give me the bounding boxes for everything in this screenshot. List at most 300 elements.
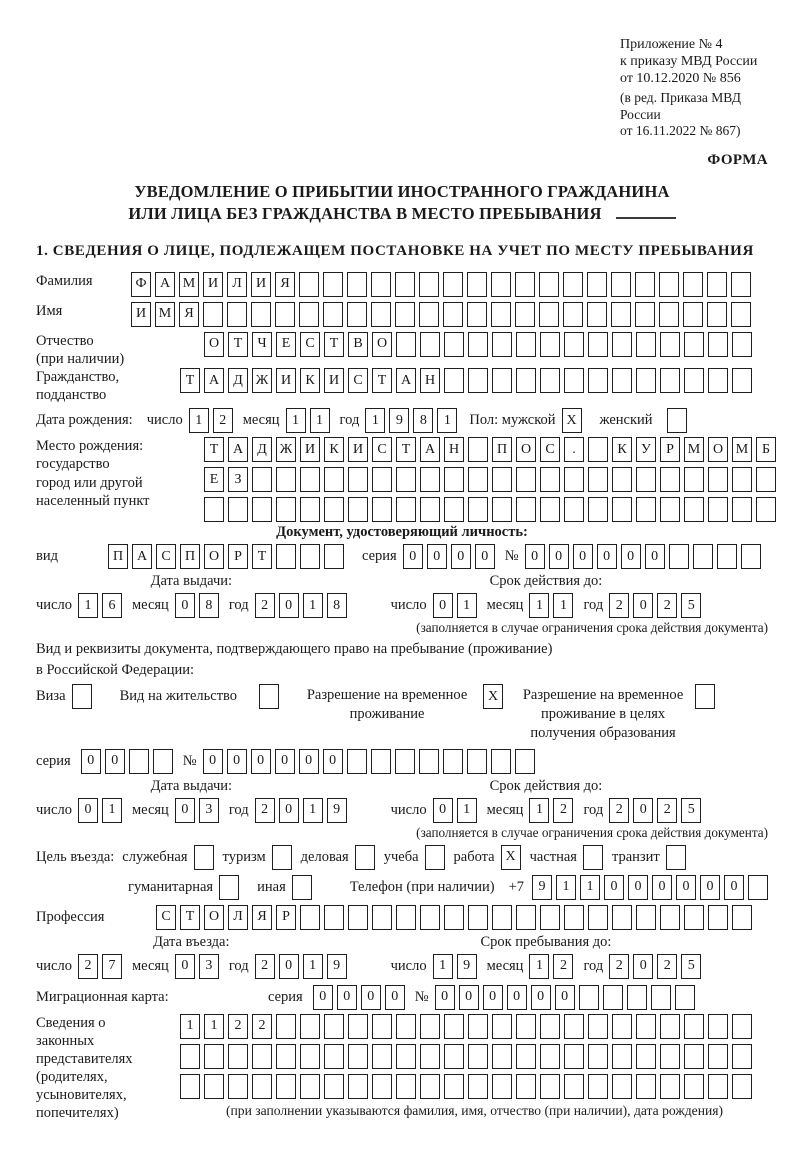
- char-cell[interactable]: [732, 332, 752, 357]
- char-cell[interactable]: [588, 332, 608, 357]
- char-cell[interactable]: .: [564, 437, 584, 462]
- char-cell[interactable]: [324, 544, 344, 569]
- char-cell[interactable]: [588, 437, 608, 462]
- id-issue-day-cells[interactable]: [78, 593, 122, 618]
- char-cell[interactable]: 0: [621, 544, 641, 569]
- char-cell[interactable]: 1: [189, 408, 209, 433]
- char-cell[interactable]: [683, 302, 703, 327]
- char-cell[interactable]: [516, 368, 536, 393]
- birth-day-cells[interactable]: [189, 408, 233, 433]
- char-cell[interactable]: [563, 302, 583, 327]
- char-cell[interactable]: [395, 749, 415, 774]
- char-cell[interactable]: [396, 1074, 416, 1099]
- char-cell[interactable]: [492, 1014, 512, 1039]
- char-cell[interactable]: [372, 497, 392, 522]
- char-cell[interactable]: К: [324, 437, 344, 462]
- char-cell[interactable]: [372, 905, 392, 930]
- char-cell[interactable]: 9: [327, 798, 347, 823]
- char-cell[interactable]: 2: [78, 954, 98, 979]
- char-cell[interactable]: [516, 467, 536, 492]
- char-cell[interactable]: [669, 544, 689, 569]
- char-cell[interactable]: 1: [556, 875, 576, 900]
- representatives-cells-row1[interactable]: [180, 1014, 752, 1039]
- char-cell[interactable]: 0: [507, 985, 527, 1010]
- char-cell[interactable]: Н: [444, 437, 464, 462]
- char-cell[interactable]: О: [372, 332, 392, 357]
- char-cell[interactable]: М: [684, 437, 704, 462]
- char-cell[interactable]: [300, 544, 320, 569]
- char-cell[interactable]: 0: [597, 544, 617, 569]
- profession-cells[interactable]: [156, 905, 752, 930]
- char-cell[interactable]: 0: [279, 954, 299, 979]
- char-cell[interactable]: [540, 905, 560, 930]
- char-cell[interactable]: 0: [361, 985, 381, 1010]
- char-cell[interactable]: [203, 302, 223, 327]
- char-cell[interactable]: [300, 905, 320, 930]
- char-cell[interactable]: 0: [279, 593, 299, 618]
- char-cell[interactable]: [252, 467, 272, 492]
- char-cell[interactable]: [492, 332, 512, 357]
- char-cell[interactable]: [348, 1044, 368, 1069]
- char-cell[interactable]: [492, 1044, 512, 1069]
- char-cell[interactable]: 2: [255, 798, 275, 823]
- char-cell[interactable]: 8: [327, 593, 347, 618]
- representatives-cells-row2[interactable]: [180, 1044, 752, 1069]
- char-cell[interactable]: 0: [251, 749, 271, 774]
- char-cell[interactable]: [348, 1014, 368, 1039]
- char-cell[interactable]: [516, 1074, 536, 1099]
- char-cell[interactable]: [756, 467, 776, 492]
- char-cell[interactable]: [468, 1044, 488, 1069]
- char-cell[interactable]: Р: [276, 905, 296, 930]
- res-issue-year-cells[interactable]: [255, 798, 347, 823]
- char-cell[interactable]: В: [348, 332, 368, 357]
- char-cell[interactable]: [491, 749, 511, 774]
- char-cell[interactable]: [252, 1074, 272, 1099]
- char-cell[interactable]: 0: [403, 544, 423, 569]
- char-cell[interactable]: [660, 1074, 680, 1099]
- char-cell[interactable]: [516, 905, 536, 930]
- option-residence-permit-checkbox[interactable]: [259, 684, 279, 709]
- char-cell[interactable]: [491, 272, 511, 297]
- char-cell[interactable]: [468, 497, 488, 522]
- char-cell[interactable]: [708, 1044, 728, 1069]
- representatives-cells-row3[interactable]: [180, 1074, 752, 1099]
- char-cell[interactable]: Л: [227, 272, 247, 297]
- id-issue-year-cells[interactable]: [255, 593, 347, 618]
- char-cell[interactable]: [396, 905, 416, 930]
- char-cell[interactable]: З: [228, 467, 248, 492]
- char-cell[interactable]: 1: [303, 798, 323, 823]
- char-cell[interactable]: 2: [213, 408, 233, 433]
- char-cell[interactable]: 1: [529, 798, 549, 823]
- char-cell[interactable]: [348, 497, 368, 522]
- char-cell[interactable]: [420, 1044, 440, 1069]
- char-cell[interactable]: 0: [652, 875, 672, 900]
- char-cell[interactable]: [636, 1014, 656, 1039]
- char-cell[interactable]: 0: [279, 798, 299, 823]
- char-cell[interactable]: [564, 497, 584, 522]
- char-cell[interactable]: [324, 1014, 344, 1039]
- char-cell[interactable]: [516, 1044, 536, 1069]
- char-cell[interactable]: [564, 1014, 584, 1039]
- char-cell[interactable]: [251, 302, 271, 327]
- char-cell[interactable]: [492, 368, 512, 393]
- char-cell[interactable]: О: [516, 437, 536, 462]
- char-cell[interactable]: 1: [303, 593, 323, 618]
- char-cell[interactable]: Е: [276, 332, 296, 357]
- char-cell[interactable]: [660, 467, 680, 492]
- char-cell[interactable]: [425, 845, 445, 870]
- char-cell[interactable]: 0: [676, 875, 696, 900]
- char-cell[interactable]: [612, 1074, 632, 1099]
- char-cell[interactable]: [396, 497, 416, 522]
- char-cell[interactable]: [515, 302, 535, 327]
- char-cell[interactable]: А: [155, 272, 175, 297]
- char-cell[interactable]: У: [636, 437, 656, 462]
- char-cell[interactable]: [467, 302, 487, 327]
- char-cell[interactable]: [419, 302, 439, 327]
- char-cell[interactable]: 7: [102, 954, 122, 979]
- birth-month-cells[interactable]: [286, 408, 330, 433]
- id-valid-month-cells[interactable]: [529, 593, 573, 618]
- char-cell[interactable]: [492, 905, 512, 930]
- char-cell[interactable]: [420, 497, 440, 522]
- char-cell[interactable]: [588, 368, 608, 393]
- char-cell[interactable]: [635, 302, 655, 327]
- char-cell[interactable]: 2: [609, 798, 629, 823]
- char-cell[interactable]: [228, 1074, 248, 1099]
- char-cell[interactable]: 1: [457, 798, 477, 823]
- char-cell[interactable]: [708, 905, 728, 930]
- char-cell[interactable]: [587, 272, 607, 297]
- purpose-private-checkbox[interactable]: [583, 845, 603, 870]
- char-cell[interactable]: [323, 272, 343, 297]
- char-cell[interactable]: 0: [175, 798, 195, 823]
- char-cell[interactable]: [707, 302, 727, 327]
- char-cell[interactable]: 0: [78, 798, 98, 823]
- char-cell[interactable]: X: [501, 845, 521, 870]
- char-cell[interactable]: П: [180, 544, 200, 569]
- char-cell[interactable]: О: [708, 437, 728, 462]
- char-cell[interactable]: [300, 497, 320, 522]
- char-cell[interactable]: С: [156, 544, 176, 569]
- char-cell[interactable]: [72, 684, 92, 709]
- char-cell[interactable]: [444, 905, 464, 930]
- char-cell[interactable]: [675, 985, 695, 1010]
- char-cell[interactable]: [588, 905, 608, 930]
- char-cell[interactable]: [515, 272, 535, 297]
- char-cell[interactable]: [588, 467, 608, 492]
- id-doc-number-cells[interactable]: [525, 544, 761, 569]
- char-cell[interactable]: 2: [657, 798, 677, 823]
- char-cell[interactable]: [732, 905, 752, 930]
- char-cell[interactable]: Ч: [252, 332, 272, 357]
- char-cell[interactable]: [467, 749, 487, 774]
- char-cell[interactable]: 0: [175, 593, 195, 618]
- char-cell[interactable]: А: [228, 437, 248, 462]
- id-valid-year-cells[interactable]: [609, 593, 701, 618]
- char-cell[interactable]: [756, 497, 776, 522]
- char-cell[interactable]: 5: [681, 593, 701, 618]
- char-cell[interactable]: С: [348, 368, 368, 393]
- char-cell[interactable]: [564, 332, 584, 357]
- char-cell[interactable]: [444, 1014, 464, 1039]
- char-cell[interactable]: И: [276, 368, 296, 393]
- char-cell[interactable]: [708, 368, 728, 393]
- char-cell[interactable]: Н: [420, 368, 440, 393]
- char-cell[interactable]: [683, 272, 703, 297]
- char-cell[interactable]: [659, 302, 679, 327]
- char-cell[interactable]: А: [420, 437, 440, 462]
- firstname-cells[interactable]: [131, 302, 751, 327]
- char-cell[interactable]: 0: [433, 593, 453, 618]
- char-cell[interactable]: [732, 1074, 752, 1099]
- char-cell[interactable]: [540, 1074, 560, 1099]
- char-cell[interactable]: [732, 1044, 752, 1069]
- id-issue-month-cells[interactable]: [175, 593, 219, 618]
- char-cell[interactable]: [588, 1014, 608, 1039]
- entry-day-cells[interactable]: [78, 954, 122, 979]
- char-cell[interactable]: [540, 368, 560, 393]
- char-cell[interactable]: Ф: [131, 272, 151, 297]
- char-cell[interactable]: А: [396, 368, 416, 393]
- char-cell[interactable]: [372, 1074, 392, 1099]
- char-cell[interactable]: 1: [437, 408, 457, 433]
- id-doc-type-cells[interactable]: [108, 544, 344, 569]
- char-cell[interactable]: С: [156, 905, 176, 930]
- char-cell[interactable]: Я: [252, 905, 272, 930]
- char-cell[interactable]: [695, 684, 715, 709]
- char-cell[interactable]: С: [372, 437, 392, 462]
- char-cell[interactable]: [468, 437, 488, 462]
- char-cell[interactable]: Т: [324, 332, 344, 357]
- char-cell[interactable]: 3: [199, 954, 219, 979]
- char-cell[interactable]: 5: [681, 798, 701, 823]
- char-cell[interactable]: П: [108, 544, 128, 569]
- char-cell[interactable]: [444, 1044, 464, 1069]
- char-cell[interactable]: [748, 875, 768, 900]
- stay-month-cells[interactable]: [529, 954, 573, 979]
- char-cell[interactable]: Т: [396, 437, 416, 462]
- stay-year-cells[interactable]: [609, 954, 701, 979]
- char-cell[interactable]: 0: [531, 985, 551, 1010]
- birthplace-cells-row2[interactable]: [204, 467, 776, 492]
- char-cell[interactable]: [611, 272, 631, 297]
- char-cell[interactable]: 0: [555, 985, 575, 1010]
- char-cell[interactable]: [636, 1074, 656, 1099]
- char-cell[interactable]: [194, 845, 214, 870]
- char-cell[interactable]: [180, 1074, 200, 1099]
- char-cell[interactable]: 1: [580, 875, 600, 900]
- char-cell[interactable]: [204, 1044, 224, 1069]
- char-cell[interactable]: 0: [475, 544, 495, 569]
- char-cell[interactable]: [684, 368, 704, 393]
- char-cell[interactable]: [491, 302, 511, 327]
- purpose-transit-checkbox[interactable]: [666, 845, 686, 870]
- char-cell[interactable]: [252, 1044, 272, 1069]
- char-cell[interactable]: 0: [724, 875, 744, 900]
- char-cell[interactable]: [323, 302, 343, 327]
- char-cell[interactable]: [540, 332, 560, 357]
- char-cell[interactable]: 9: [457, 954, 477, 979]
- char-cell[interactable]: Л: [228, 905, 248, 930]
- char-cell[interactable]: [684, 905, 704, 930]
- char-cell[interactable]: [324, 1044, 344, 1069]
- char-cell[interactable]: А: [132, 544, 152, 569]
- char-cell[interactable]: [588, 1074, 608, 1099]
- char-cell[interactable]: 9: [327, 954, 347, 979]
- char-cell[interactable]: Б: [756, 437, 776, 462]
- entry-month-cells[interactable]: [175, 954, 219, 979]
- char-cell[interactable]: [276, 1074, 296, 1099]
- char-cell[interactable]: И: [324, 368, 344, 393]
- char-cell[interactable]: [636, 905, 656, 930]
- char-cell[interactable]: [636, 497, 656, 522]
- char-cell[interactable]: [732, 467, 752, 492]
- char-cell[interactable]: [372, 1044, 392, 1069]
- char-cell[interactable]: [371, 302, 391, 327]
- char-cell[interactable]: 0: [573, 544, 593, 569]
- char-cell[interactable]: [579, 985, 599, 1010]
- char-cell[interactable]: [732, 368, 752, 393]
- purpose-official-checkbox[interactable]: [194, 845, 214, 870]
- char-cell[interactable]: 0: [633, 798, 653, 823]
- char-cell[interactable]: [516, 332, 536, 357]
- char-cell[interactable]: [588, 1044, 608, 1069]
- char-cell[interactable]: [276, 467, 296, 492]
- char-cell[interactable]: 1: [553, 593, 573, 618]
- char-cell[interactable]: [539, 302, 559, 327]
- char-cell[interactable]: 2: [609, 593, 629, 618]
- char-cell[interactable]: [684, 332, 704, 357]
- char-cell[interactable]: 1: [529, 593, 549, 618]
- char-cell[interactable]: [219, 875, 239, 900]
- char-cell[interactable]: [635, 272, 655, 297]
- char-cell[interactable]: [603, 985, 623, 1010]
- char-cell[interactable]: 0: [203, 749, 223, 774]
- char-cell[interactable]: 0: [175, 954, 195, 979]
- char-cell[interactable]: [684, 1044, 704, 1069]
- char-cell[interactable]: [540, 1044, 560, 1069]
- char-cell[interactable]: [324, 1074, 344, 1099]
- char-cell[interactable]: Е: [204, 467, 224, 492]
- char-cell[interactable]: [660, 368, 680, 393]
- residence-number-cells[interactable]: [203, 749, 535, 774]
- phone-cells[interactable]: [532, 875, 768, 900]
- char-cell[interactable]: [129, 749, 149, 774]
- char-cell[interactable]: [371, 749, 391, 774]
- char-cell[interactable]: [467, 272, 487, 297]
- purpose-study-checkbox[interactable]: [425, 845, 445, 870]
- char-cell[interactable]: [204, 497, 224, 522]
- char-cell[interactable]: [372, 467, 392, 492]
- char-cell[interactable]: С: [540, 437, 560, 462]
- char-cell[interactable]: 9: [532, 875, 552, 900]
- char-cell[interactable]: 2: [657, 954, 677, 979]
- char-cell[interactable]: [299, 302, 319, 327]
- char-cell[interactable]: 2: [657, 593, 677, 618]
- char-cell[interactable]: [732, 497, 752, 522]
- char-cell[interactable]: [468, 1014, 488, 1039]
- char-cell[interactable]: [492, 467, 512, 492]
- res-valid-day-cells[interactable]: [433, 798, 477, 823]
- res-issue-day-cells[interactable]: [78, 798, 122, 823]
- char-cell[interactable]: Т: [204, 437, 224, 462]
- sex-male-checkbox[interactable]: [562, 408, 582, 433]
- char-cell[interactable]: [587, 302, 607, 327]
- char-cell[interactable]: К: [300, 368, 320, 393]
- residence-series-cells[interactable]: [81, 749, 173, 774]
- char-cell[interactable]: [612, 1044, 632, 1069]
- char-cell[interactable]: И: [300, 437, 320, 462]
- char-cell[interactable]: [636, 332, 656, 357]
- char-cell[interactable]: [324, 467, 344, 492]
- char-cell[interactable]: 2: [252, 1014, 272, 1039]
- char-cell[interactable]: [444, 1074, 464, 1099]
- char-cell[interactable]: [612, 332, 632, 357]
- char-cell[interactable]: 3: [199, 798, 219, 823]
- char-cell[interactable]: 0: [435, 985, 455, 1010]
- id-doc-series-cells[interactable]: [403, 544, 495, 569]
- char-cell[interactable]: О: [204, 905, 224, 930]
- char-cell[interactable]: [347, 749, 367, 774]
- char-cell[interactable]: [300, 1044, 320, 1069]
- char-cell[interactable]: [347, 272, 367, 297]
- char-cell[interactable]: М: [732, 437, 752, 462]
- surname-cells[interactable]: [131, 272, 751, 297]
- char-cell[interactable]: [276, 1014, 296, 1039]
- char-cell[interactable]: [708, 497, 728, 522]
- char-cell[interactable]: [717, 544, 737, 569]
- char-cell[interactable]: [492, 1074, 512, 1099]
- char-cell[interactable]: [300, 1074, 320, 1099]
- char-cell[interactable]: [395, 272, 415, 297]
- char-cell[interactable]: [540, 467, 560, 492]
- char-cell[interactable]: [731, 272, 751, 297]
- char-cell[interactable]: 1: [529, 954, 549, 979]
- char-cell[interactable]: Т: [180, 905, 200, 930]
- char-cell[interactable]: [468, 1074, 488, 1099]
- char-cell[interactable]: [588, 497, 608, 522]
- sex-female-checkbox[interactable]: [667, 408, 687, 433]
- char-cell[interactable]: [732, 1014, 752, 1039]
- char-cell[interactable]: [515, 749, 535, 774]
- char-cell[interactable]: [708, 1074, 728, 1099]
- char-cell[interactable]: [660, 905, 680, 930]
- char-cell[interactable]: [443, 272, 463, 297]
- char-cell[interactable]: 0: [700, 875, 720, 900]
- char-cell[interactable]: Я: [179, 302, 199, 327]
- char-cell[interactable]: [276, 544, 296, 569]
- char-cell[interactable]: [660, 497, 680, 522]
- char-cell[interactable]: [227, 302, 247, 327]
- char-cell[interactable]: [612, 1014, 632, 1039]
- char-cell[interactable]: 0: [451, 544, 471, 569]
- char-cell[interactable]: 0: [275, 749, 295, 774]
- char-cell[interactable]: 9: [389, 408, 409, 433]
- char-cell[interactable]: 1: [204, 1014, 224, 1039]
- char-cell[interactable]: [228, 1044, 248, 1069]
- res-issue-month-cells[interactable]: [175, 798, 219, 823]
- purpose-business-checkbox[interactable]: [355, 845, 375, 870]
- char-cell[interactable]: М: [155, 302, 175, 327]
- char-cell[interactable]: [444, 332, 464, 357]
- char-cell[interactable]: 1: [310, 408, 330, 433]
- char-cell[interactable]: X: [562, 408, 582, 433]
- char-cell[interactable]: 2: [609, 954, 629, 979]
- char-cell[interactable]: [492, 497, 512, 522]
